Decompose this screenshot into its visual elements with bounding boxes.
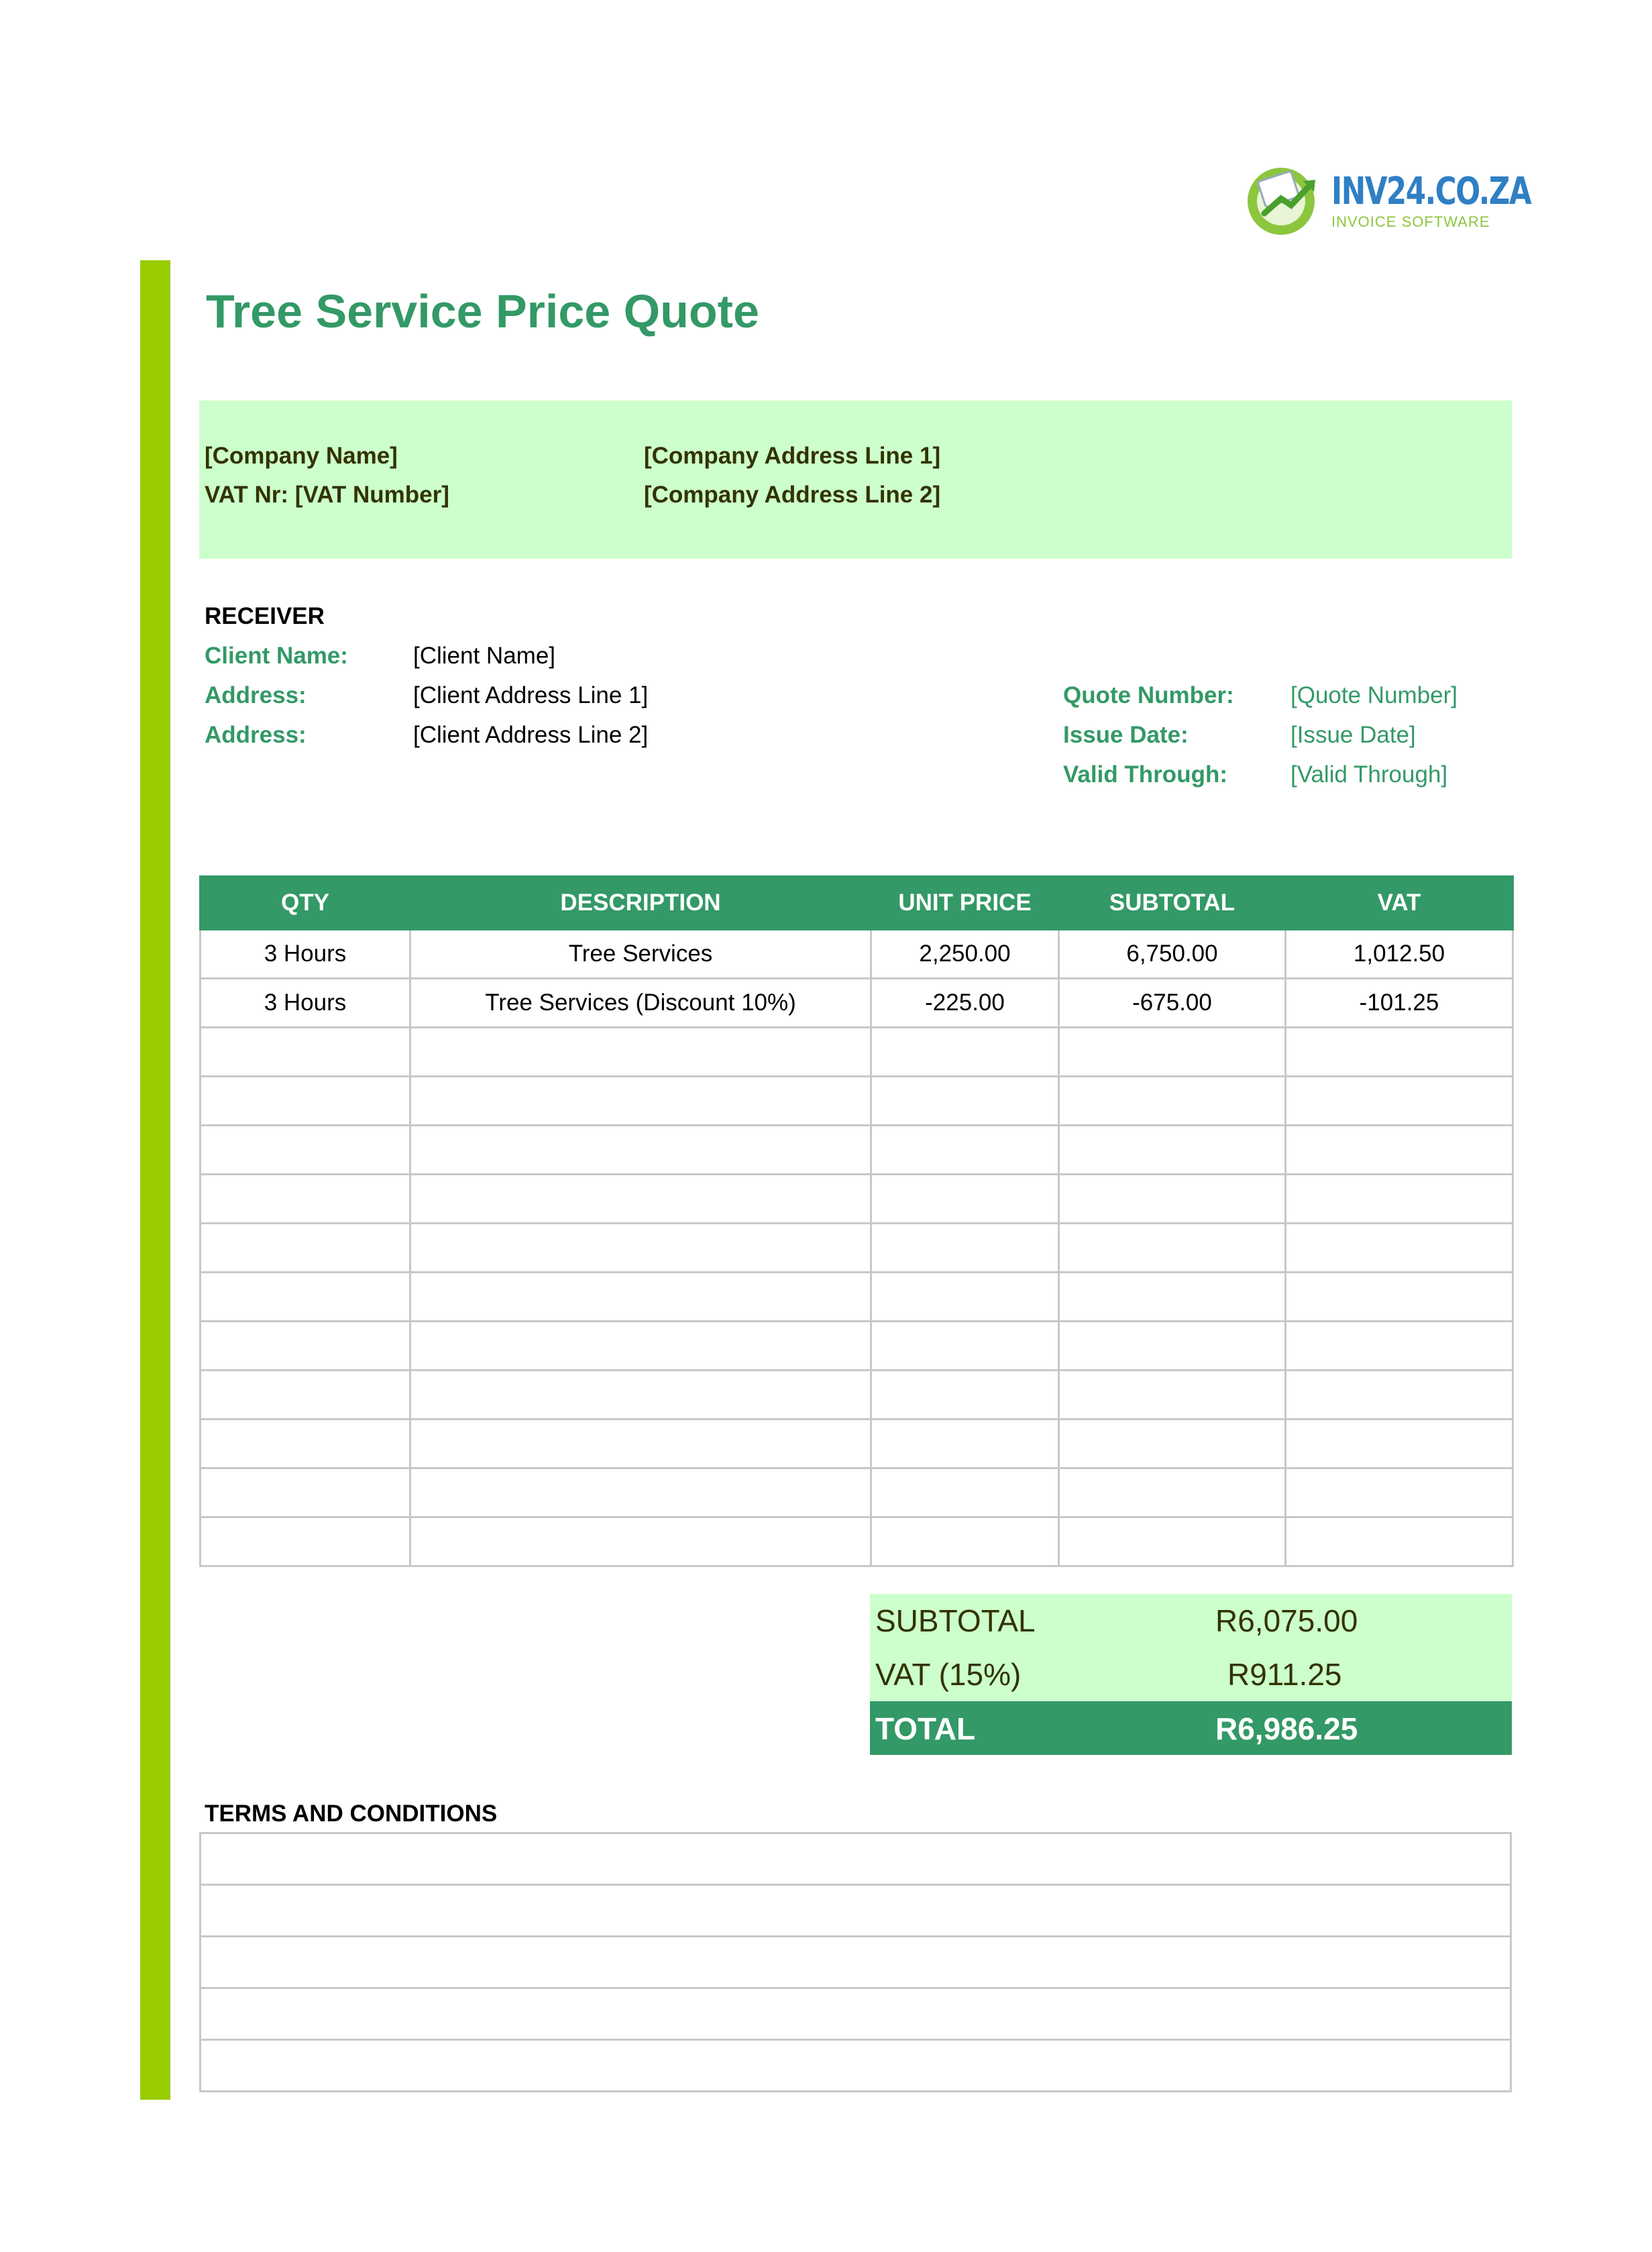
- table-row: [201, 930, 1513, 979]
- receiver-heading: RECEIVER: [205, 603, 325, 629]
- table-row-empty: [201, 1224, 1513, 1273]
- cell-subtotal: -675.00: [1059, 979, 1286, 1028]
- company-info-box: [199, 400, 1512, 559]
- header-unit-price: UNIT PRICE: [871, 877, 1059, 930]
- table-row-empty: [201, 1371, 1513, 1419]
- cell-unit-price: 2,250.00: [871, 930, 1059, 979]
- valid-through-value: [Valid Through]: [1290, 761, 1448, 788]
- quote-number-value: [Quote Number]: [1290, 682, 1457, 708]
- company-name: [Company Name]: [205, 443, 398, 469]
- logo-icon: [1244, 161, 1331, 236]
- table-row-empty: [201, 1517, 1513, 1566]
- client-address-label-2: Address:: [205, 722, 307, 748]
- company-vat: VAT Nr: [VAT Number]: [205, 482, 449, 508]
- cell-description: Tree Services (Discount 10%): [410, 979, 871, 1028]
- client-address-2: [Client Address Line 2]: [413, 722, 649, 748]
- logo-name: INV24.CO.ZA: [1331, 170, 1531, 213]
- table-row-empty: [201, 1175, 1513, 1224]
- table-row-empty: [201, 1322, 1513, 1371]
- terms-row: [201, 1937, 1511, 1988]
- table-row: [201, 979, 1513, 1028]
- cell-unit-price: -225.00: [871, 979, 1059, 1028]
- terms-row: [201, 1833, 1511, 1885]
- client-address-1: [Client Address Line 1]: [413, 682, 649, 708]
- table-row-empty: [201, 1077, 1513, 1126]
- logo-tagline: INVOICE SOFTWARE: [1331, 213, 1490, 230]
- subtotal-label: SUBTOTAL: [875, 1603, 1036, 1638]
- company-address-1: [Company Address Line 1]: [644, 443, 941, 469]
- table-row-empty: [201, 1126, 1513, 1175]
- total-value: R6,986.25: [1215, 1711, 1358, 1746]
- terms-row: [201, 1885, 1511, 1937]
- header-subtotal: SUBTOTAL: [1059, 877, 1286, 930]
- table-row-empty: [201, 1468, 1513, 1517]
- cell-vat: -101.25: [1286, 979, 1513, 1028]
- client-name-value: [Client Name]: [413, 643, 556, 669]
- valid-through-label: Valid Through:: [1063, 761, 1227, 788]
- issue-date-value: [Issue Date]: [1290, 722, 1416, 748]
- vat-value: R911.25: [1227, 1657, 1342, 1692]
- cell-qty: 3 Hours: [201, 979, 410, 1028]
- total-label: TOTAL: [875, 1711, 976, 1746]
- cell-qty: 3 Hours: [201, 930, 410, 979]
- cell-vat: 1,012.50: [1286, 930, 1513, 979]
- terms-heading: TERMS AND CONDITIONS: [205, 1801, 498, 1827]
- table-header-row: [201, 877, 1513, 930]
- page-title: Tree Service Price Quote: [206, 285, 759, 337]
- subtotal-value: R6,075.00: [1215, 1603, 1358, 1638]
- cell-subtotal: 6,750.00: [1059, 930, 1286, 979]
- header-vat: VAT: [1286, 877, 1513, 930]
- client-address-label-1: Address:: [205, 682, 307, 708]
- accent-bar: [140, 260, 170, 2100]
- table-row-empty: [201, 1419, 1513, 1468]
- header-qty: QTY: [201, 877, 410, 930]
- line-items-table: [199, 875, 1514, 1567]
- table-row-empty: [201, 1273, 1513, 1322]
- terms-row: [201, 1988, 1511, 2040]
- table-row-empty: [201, 1028, 1513, 1077]
- terms-row: [201, 2040, 1511, 2092]
- client-name-label: Client Name:: [205, 643, 348, 669]
- issue-date-label: Issue Date:: [1063, 722, 1189, 748]
- cell-description: Tree Services: [410, 930, 871, 979]
- vat-label: VAT (15%): [875, 1657, 1022, 1692]
- quote-number-label: Quote Number:: [1063, 682, 1234, 708]
- terms-table: [199, 1832, 1512, 2092]
- header-description: DESCRIPTION: [410, 877, 871, 930]
- company-address-2: [Company Address Line 2]: [644, 482, 941, 508]
